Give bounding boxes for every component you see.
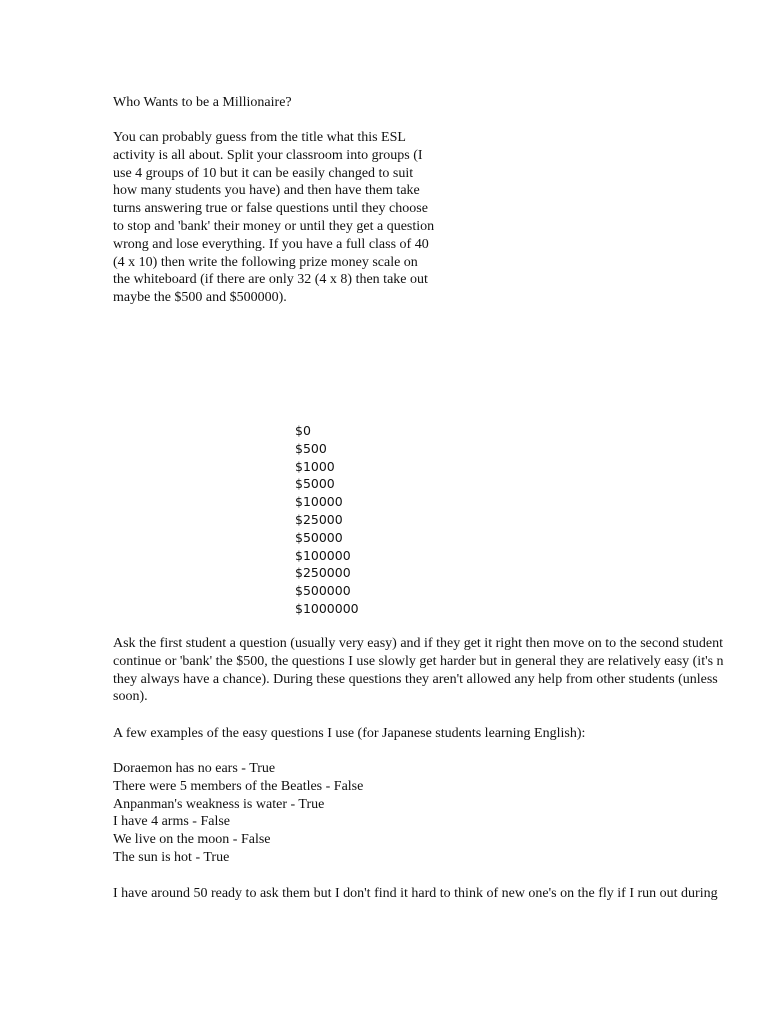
prize-item: $5000 xyxy=(295,476,335,492)
example-questions-list xyxy=(113,760,363,867)
document-title: Who Wants to be a Millionaire? xyxy=(113,95,292,110)
prize-item: $10000 xyxy=(295,494,343,510)
intro-line: (4 x 10) then write the following prize money scale on xyxy=(113,254,418,270)
rules-line: soon). xyxy=(113,689,148,705)
prize-money-scale xyxy=(295,422,359,618)
prize-item: $100000 xyxy=(295,547,351,563)
prize-item: $500 xyxy=(295,440,327,456)
intro-paragraph xyxy=(113,129,473,307)
rules-line: continue or 'bank' the $500, the questions I use slowly get harder but in general they are relatively easy (it's n xyxy=(113,653,724,669)
rules-line: Ask the first student a question (usually very easy) and if they get it right then move on to the second student xyxy=(113,636,724,651)
rules-line: they always have a chance). During these questions they aren't allowed any help from other students (unless xyxy=(113,671,718,687)
prize-item: $250000 xyxy=(295,565,351,581)
prize-item: $25000 xyxy=(295,511,343,527)
prize-item: $1000 xyxy=(295,458,335,474)
examples-intro-paragraph: A few examples of the easy questions I use (for Japanese students learning English): xyxy=(113,726,586,741)
intro-line: to stop and 'bank' their money or until they get a question xyxy=(113,218,435,234)
prize-item: $0 xyxy=(295,423,311,438)
rules-paragraph xyxy=(113,635,724,706)
intro-line: the whiteboard (if there are only 32 (4 x 8) then take out xyxy=(113,272,428,288)
prize-item: $50000 xyxy=(295,529,343,545)
example-question: The sun is hot - True xyxy=(113,849,230,865)
example-question: There were 5 members of the Beatles - False xyxy=(113,778,364,794)
intro-line: You can probably guess from the title what this ESL xyxy=(113,130,406,145)
intro-line: how many students you have) and then have them take xyxy=(113,183,420,199)
prize-item: $1000000 xyxy=(295,600,359,616)
closing-paragraph: I have around 50 ready to ask them but I don't find it hard to think of new one's on the fly if I run out during xyxy=(113,886,718,901)
example-question: We live on the moon - False xyxy=(113,832,271,848)
prize-item: $500000 xyxy=(295,583,351,599)
example-question: Anpanman's weakness is water - True xyxy=(113,796,325,812)
intro-line: activity is all about. Split your classroom into groups (I xyxy=(113,147,423,163)
intro-line: turns answering true or false questions until they choose xyxy=(113,201,428,217)
example-question: I have 4 arms - False xyxy=(113,814,231,830)
intro-line: wrong and lose everything. If you have a full class of 40 xyxy=(113,236,429,252)
intro-line: maybe the $500 and $500000). xyxy=(113,290,287,306)
example-question: Doraemon has no ears - True xyxy=(113,761,276,776)
intro-line: use 4 groups of 10 but it can be easily changed to suit xyxy=(113,165,414,181)
